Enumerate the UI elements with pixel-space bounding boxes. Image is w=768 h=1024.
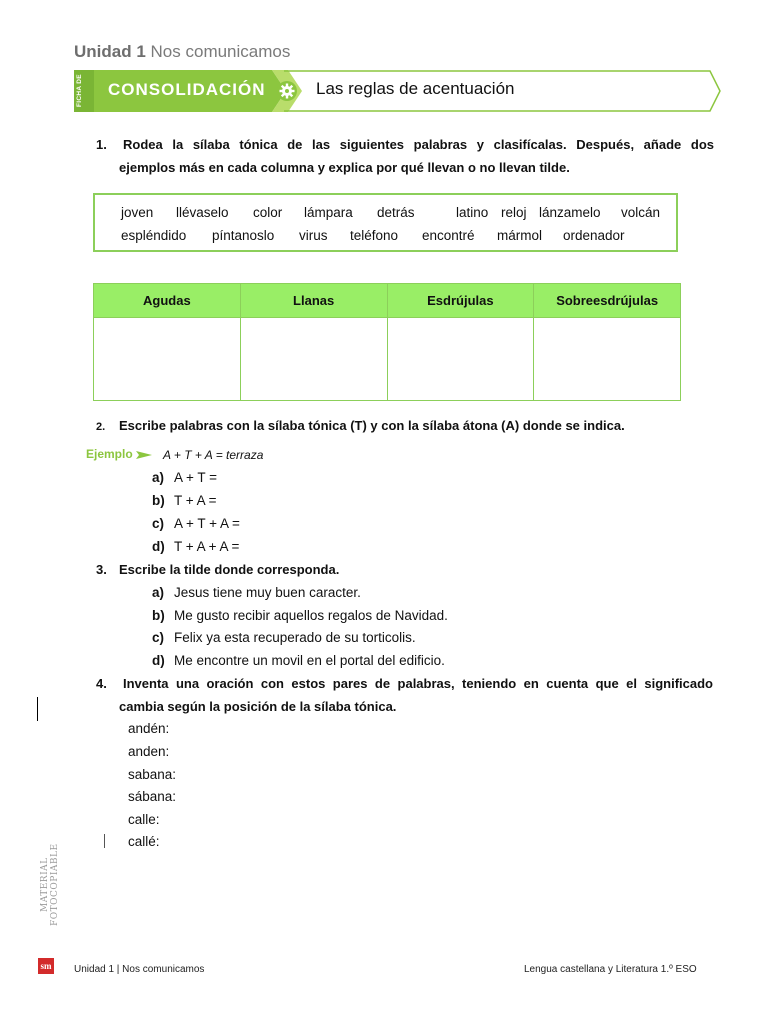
cell-llanas[interactable] [240,318,387,401]
pair-word: andén: [128,721,170,736]
section-label: CONSOLIDACIÓN [108,80,266,99]
question-2 [96,414,625,439]
word: lámpara [304,205,353,220]
word: llévaselo [176,205,229,220]
list-item [152,489,217,512]
word: mármol [497,228,543,243]
pair-word: calle: [128,812,160,827]
item-letter: c) [152,516,165,531]
example-label-text: Ejemplo [86,447,133,461]
list-item [152,535,239,558]
word: teléfono [350,228,399,243]
item-letter: d) [152,653,165,668]
cell-agudas[interactable] [94,318,241,401]
footer-left: Unidad 1 | Nos comunicamos [74,964,205,975]
gear-icon [279,83,295,99]
word: encontré [422,228,475,243]
question-2-number: 2. [96,421,106,433]
list-item [152,512,240,535]
header-llanas: Llanas [240,284,387,318]
question-3-text: Escribe la tilde donde corresponda. [119,562,340,577]
example-label [86,447,152,461]
item-text: Felix ya esta recuperado de su torticolis. [174,630,416,645]
question-1-number: 1. [96,137,107,152]
lesson-title: Las reglas de acentuación [316,79,515,98]
item-letter: d) [152,539,165,554]
cell-sobreesdrujulas[interactable] [534,318,681,401]
question-1-line2: ejemplos más en cada columna y explica por qué llevan o no llevan tilde. [119,160,570,175]
example-text: A + T + A = terraza [163,448,264,462]
publisher-logo: sm [38,958,54,974]
question-1-line1: Rodea la sílaba tónica de las siguientes palabras y clasifícalas. Después, añade dos [123,137,714,152]
pair-word: sabana: [128,767,177,782]
question-4-line1: Inventa una oración con estos pares de palabras, teniendo en cuenta que el significado [123,676,713,691]
pair-word: sábana: [128,789,177,804]
question-3-number: 3. [96,562,107,577]
item-text: A + T = [174,470,218,485]
item-text: T + A + A = [174,539,240,554]
unit-title [74,42,290,62]
word: detrás [377,205,415,220]
item-text: Me encontre un movil en el portal del edificio. [174,653,445,668]
list-item [152,626,416,649]
item-text: A + T + A = [174,516,240,531]
unit-label: Unidad 1 [74,42,146,61]
item-letter: c) [152,630,165,645]
question-2-text: Escribe palabras con la sílaba tónica (T) y con la sílaba átona (A) donde se indica. [119,418,625,433]
item-text: Me gusto recibir aquellos regalos de Navidad. [174,608,448,623]
word: píntanoslo [212,228,275,243]
item-letter: b) [152,493,165,508]
list-item [152,604,448,627]
ficha-label: FICHA DE [76,74,83,108]
list-item [152,649,445,672]
pair-word: anden: [128,744,170,759]
item-text: T + A = [174,493,217,508]
text-cursor [37,697,38,721]
word: espléndido [121,228,187,243]
list-item [152,466,217,489]
classification-table [93,283,681,401]
item-letter: a) [152,470,165,485]
side-watermark: MATERIAL FOTOCOPIABLE [40,843,60,927]
list-item [152,581,361,604]
word: volcán [621,205,661,220]
item-letter: a) [152,585,165,600]
question-4-line2: cambia según la posición de la sílaba tónica. [119,699,397,714]
question-4-number: 4. [96,676,107,691]
footer-right: Lengua castellana y Literatura 1.º ESO [524,964,697,975]
text-cursor [104,834,105,848]
word-box [93,193,678,252]
arrow-right-icon [136,450,152,460]
header-esdrujulas: Esdrújulas [387,284,534,318]
item-letter: b) [152,608,165,623]
question-3 [96,558,340,581]
unit-name: Nos comunicamos [150,42,291,61]
word: lánzamelo [539,205,601,220]
word: color [253,205,283,220]
cell-esdrujulas[interactable] [387,318,534,401]
header-sobreesdrujulas: Sobreesdrújulas [534,284,681,318]
word: ordenador [563,228,625,243]
word: joven [121,205,154,220]
header-agudas: Agudas [94,284,241,318]
word: reloj [501,205,527,220]
item-text: Jesus tiene muy buen caracter. [174,585,361,600]
word: virus [299,228,328,243]
pair-word: callé: [128,834,160,849]
word: latino [456,205,489,220]
